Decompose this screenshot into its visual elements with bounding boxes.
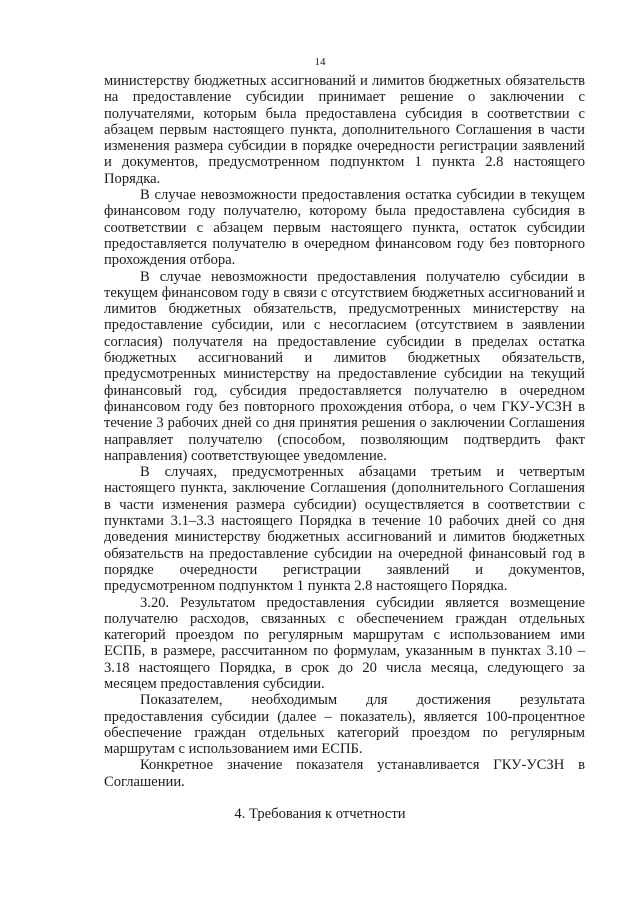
paragraph: Показателем, необходимым для достижения результата предоставления субсидии (далее – показатель), является 100-процентное обеспечение граждан отдельных категорий проездом по регулярным маршрутам с использованием ими ЕСПБ.	[104, 692, 585, 758]
body-text	[104, 73, 585, 790]
page-number: 14	[314, 56, 326, 68]
paragraph: В случае невозможности предоставления получателю субсидии в текущем финансовом году в связи с отсутствием бюджетных ассигнований и лимитов бюджетных обязательств, предусмотренных министерству на предоставление субсидии, или с несогласием (отсутствием в заявлении согласия) получателя на предоставление субсидии в пределах остатка бюджетных ассигнований и лимитов бюджетных обязательств, предусмотренных министерству на предоставление субсидии на текущий финансовый год, субсидия предоставляется получателю в очередном финансовом году без повторного прохождения отбора, о чем ГКУ-УСЗН в течение 3 рабочих дней со дня принятия решения о заключении Соглашения направляет получателю (способом, позволяющим подтвердить факт направления) соответствующее уведомление.	[104, 268, 585, 464]
paragraph-3-20: 3.20. Результатом предоставления субсидии является возмещение получателю расходов, связанных с обеспечением граждан отдельных категорий проездом по регулярным маршрутам с использованием ими ЕСПБ, в размере, рассчитанном по формулам, указанным в пунктах 3.10 – 3.18 настоящего Порядка, в срок до 20 числа месяца, следующего за месяцем предоставления субсидии.	[104, 594, 585, 692]
paragraph: Конкретное значение показателя устанавливается ГКУ-УСЗН в Соглашении.	[104, 757, 585, 790]
paragraph: В случае невозможности предоставления остатка субсидии в текущем финансовом году получателю, которому была предоставлена субсидия в соответствии с абзацем первым настоящего пункта, остаток субсидии предоставляется получателю в очередном финансовом году без повторного прохождения отбора.	[104, 187, 585, 269]
paragraph: В случаях, предусмотренных абзацами третьим и четвертым настоящего пункта, заключение Соглашения (дополнительного Соглашения в части изменения размера субсидии) осуществляется в соответствии с пунктами 3.1–3.3 настоящего Порядка в течение 10 рабочих дней со дня доведения министерству бюджетных ассигнований и лимитов бюджетных обязательств на предоставление субсидии на очередной финансовый год в порядке очередности регистрации заявлений и документов, предусмотренном подпунктом 1 пункта 2.8 настоящего Порядка.	[104, 464, 585, 595]
paragraph-continuation: министерству бюджетных ассигнований и лимитов бюджетных обязательств на предоставление субсидии принимает решение о заключении с получателями, которым была предоставлена субсидия в соответствии с абзацем первым настоящего пункта, дополнительного Соглашения в части изменения размера субсидии в порядке очередности регистрации заявлений и документов, предусмотренном подпунктом 1 пункта 2.8 настоящего Порядка.	[104, 73, 585, 187]
section-heading: 4. Требования к отчетности	[234, 806, 406, 822]
